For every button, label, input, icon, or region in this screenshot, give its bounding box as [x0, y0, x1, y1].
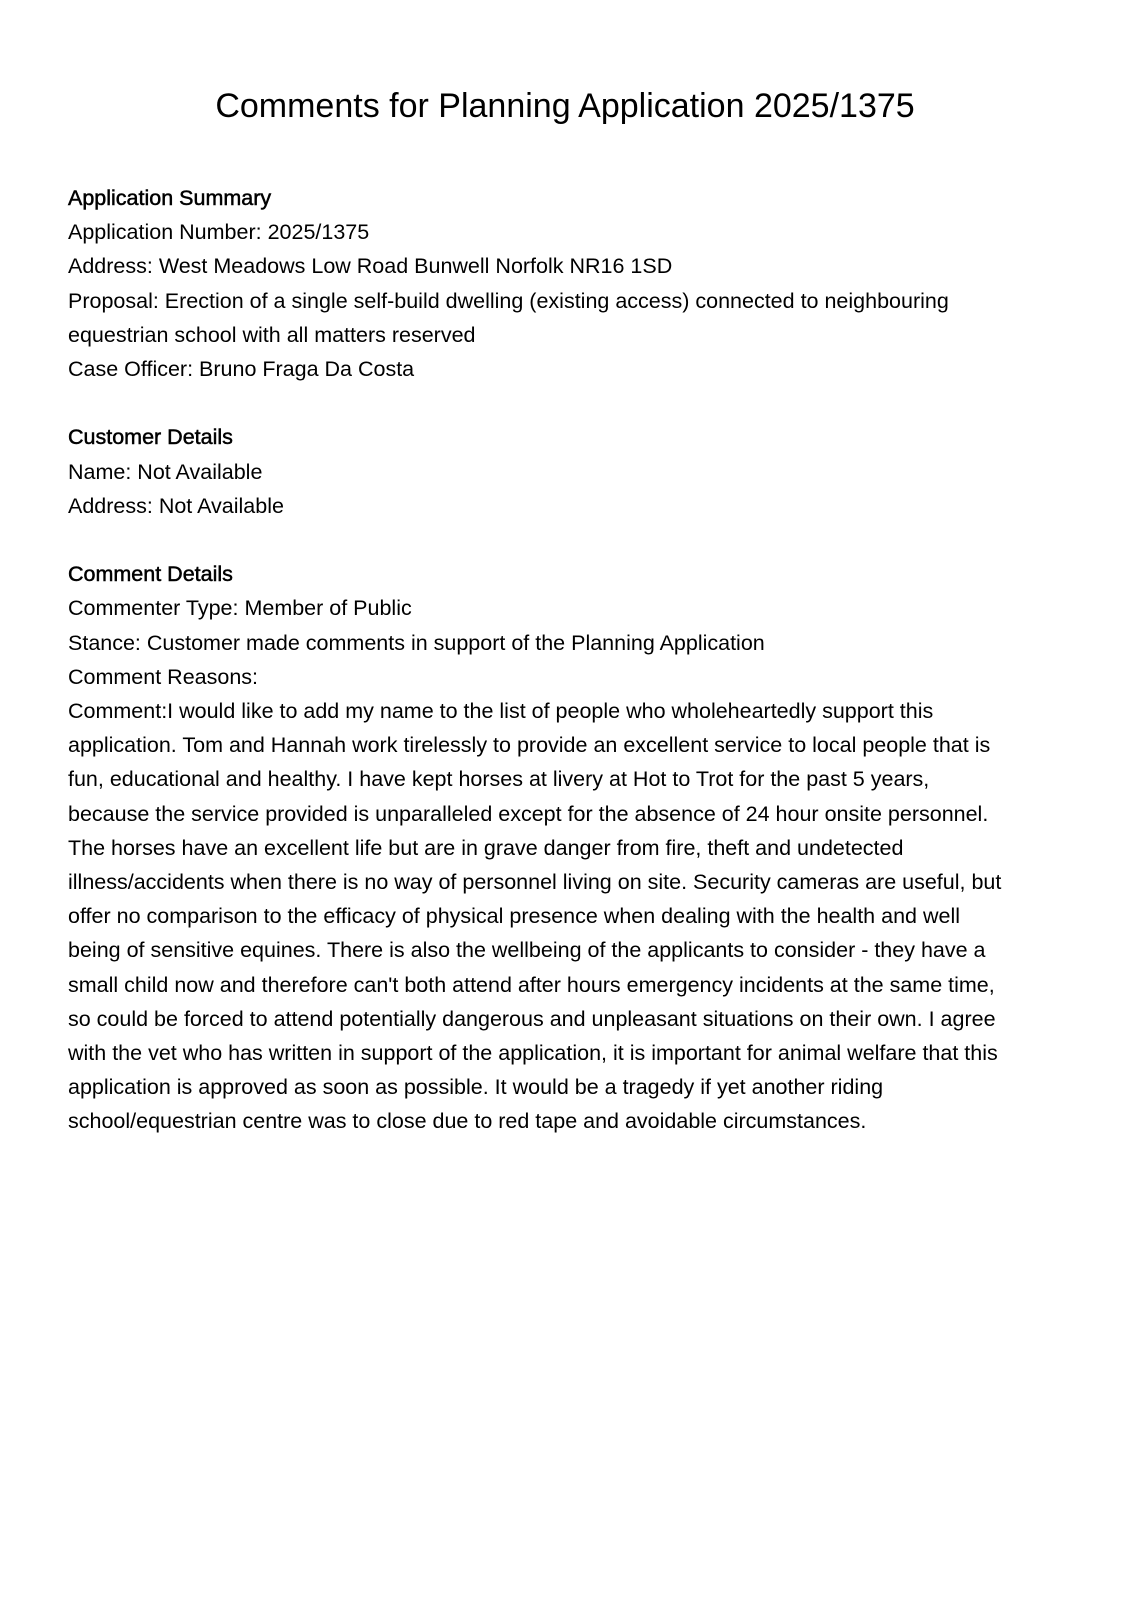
comment-line: The horses have an excellent life but are in grave danger from fire, theft and undetected: [68, 835, 904, 860]
comment-line: application. Tom and Hannah work tirelessly to provide an excellent service to local people that is: [68, 733, 991, 758]
comment-line: illness/accidents when there is no way of personnel living on site. Security cameras are useful, but: [68, 870, 1002, 895]
comment-line: fun, educational and healthy. I have kept horses at livery at Hot to Trot for the past 5 years,: [68, 767, 930, 792]
comment-line: offer no comparison to the efficacy of physical presence when dealing with the health and well: [68, 904, 960, 929]
commenter-type: Commenter Type: Member of Public: [68, 596, 412, 621]
comment-text: [68, 694, 1068, 1139]
comment-line: being of sensitive equines. There is also the wellbeing of the applicants to consider - they have a: [68, 938, 986, 963]
comment-details-heading: Comment Details: [68, 562, 233, 587]
application-summary-section: [68, 181, 1068, 386]
proposal-line: Proposal: Erection of a single self-build dwelling (existing access) connected to neighbouring: [68, 288, 949, 313]
stance: Stance: Customer made comments in support of the Planning Application: [68, 630, 765, 655]
case-officer: Case Officer: Bruno Fraga Da Costa: [68, 357, 415, 382]
comment-details-section: [68, 557, 1068, 1138]
page-title: Comments for Planning Application 2025/1375: [215, 87, 915, 125]
application-number: Application Number: 2025/1375: [68, 220, 370, 245]
comment-line: with the vet who has written in support of the application, it is important for animal welfare that this: [68, 1041, 998, 1066]
customer-address: Address: Not Available: [68, 493, 284, 518]
comment-line: school/equestrian centre was to close due to red tape and avoidable circumstances.: [68, 1109, 867, 1134]
comment-line: because the service provided is unparalleled except for the absence of 24 hour onsite personnel.: [68, 801, 989, 826]
comment-reasons: Comment Reasons:: [68, 664, 258, 689]
comment-line: application is approved as soon as possible. It would be a tragedy if yet another riding: [68, 1075, 884, 1100]
document-body: [68, 181, 1068, 1173]
comment-line: so could be forced to attend potentially dangerous and unpleasant situations on their own. I agree: [68, 1006, 996, 1031]
customer-details-section: [68, 420, 1068, 523]
customer-name: Name: Not Available: [68, 459, 263, 484]
comment-line: Comment:I would like to add my name to the list of people who wholeheartedly support this: [68, 699, 934, 724]
customer-details-heading: Customer Details: [68, 425, 233, 450]
comment-line: small child now and therefore can't both attend after hours emergency incidents at the same time,: [68, 972, 995, 997]
application-address: Address: West Meadows Low Road Bunwell Norfolk NR16 1SD: [68, 254, 673, 279]
proposal-line: equestrian school with all matters reserved: [68, 322, 476, 347]
application-summary-heading: Application Summary: [68, 186, 272, 210]
